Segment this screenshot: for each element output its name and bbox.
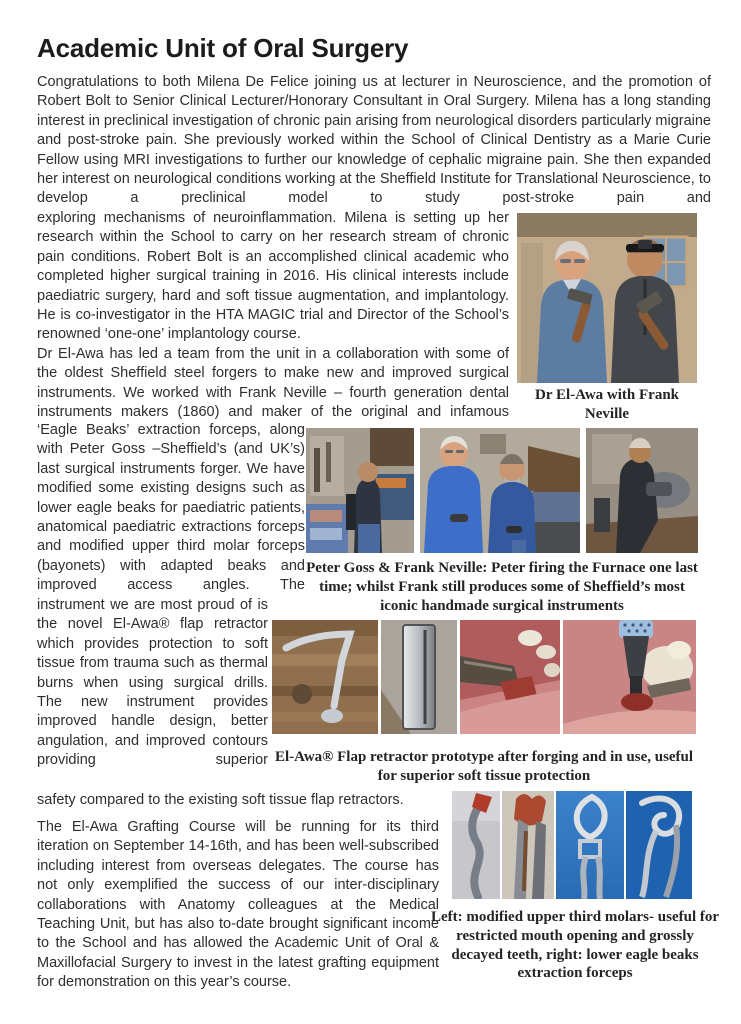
photo-strip-workshop xyxy=(306,428,698,553)
photo-retractor-in-mouth xyxy=(460,620,560,734)
course-paragraph: The El-Awa Grafting Course will be running for its third iteration on September 14-16th, and has been well-subscribed including interest from overseas delegates. The course has not only exemplified the success of our inter-disciplinary collaborations with Anatomy colleagues at the Medical Teaching Unit, but has also to-date brought significant income to the School and has allowed the Academic Unit of Oral & Maxillofacial Surgery to invest in the latest grafting equipment for demonstration on this year’s course. xyxy=(37,819,439,991)
caption-workshop: Peter Goss & Frank Neville: Peter firing the Furnace one last time; whilst Frank still produces some of Sheffield’s most iconic handmade surgical instruments xyxy=(306,560,698,614)
caption-portrait: Dr El-Awa with Frank Neville xyxy=(534,387,680,422)
photo-peter-firing-furnace xyxy=(306,428,414,553)
photo-forceps-gripping-tooth xyxy=(502,791,554,899)
page-title: Academic Unit of Oral Surgery xyxy=(37,33,409,63)
photo-molar-forceps-profile xyxy=(452,791,500,899)
photo-retractor-with-drill xyxy=(563,620,696,734)
collab-paragraph-part2: ‘Eagle Beaks’ extraction forceps, along with Peter Goss –Sheffield’s (and UK’s) last surgical instruments forger. We have modified some existing designs such as lower eagle beaks for paediatric patients, anatomical paediatric extractions forceps and modified upper third molar forceps (bayonets) with adapted beaks and improved access angles. The xyxy=(37,422,305,594)
intro-paragraph-part1: Congratulations to both Milena De Felice joining us at lecturer in Neuroscience, and the promotion of Robert Bolt to Senior Clinical Lecturer/Honorary Consultant in Oral Surgery. Milena has a long standing interest in preclinical investigation of chronic pain arising from neurological disorders particularly migraine and post-stroke pain. She previously worked within the School of Clinical Dentistry as a Marie Curie Fellow using MRI investigations to further our knowledge of cephalic migraine pain. She then expanded her interest on neurological conditions working at the Sheffield Institute for Translational Neuroscience, to develop a preclinical model to study post-stroke pain and xyxy=(37,74,711,207)
collab-paragraph-part3: instrument we are most proud of is the novel El-Awa® flap retractor which provides protection to soft tissue from trauma such as thermal burns when using surgical drills. The new instrument provides improved handle design, better angulation, and improved contours providing superior xyxy=(37,597,268,769)
collab-paragraph-part1: Dr El-Awa has led a team from the unit in a collaboration with some of the oldest Sheffield steel forgers to make new and improved surgical instruments. We worked with Frank Neville – fourth generation dental instruments makers (1860) and maker of the original and infamous xyxy=(37,346,509,421)
caption-forceps: Left: modified upper third molars- useful for restricted mouth opening and grossly decayed teeth, right: lower eagle beaks extraction forceps xyxy=(430,909,720,982)
intro-paragraph-part2: exploring mechanisms of neuroinflammation. Milena is setting up her research within the School to carry on her research stream of chronic pain conditions. Robert Bolt is an accomplished clinical academic who completed higher surgical training in 2016. His clinical interests include paediatric surgery, hard and soft tissue augmentation, and implantology. He is co-investigator in the HTA MAGIC trial and Director of the School’s renowned ‘one-one’ implantology course. xyxy=(37,210,509,343)
collab-paragraph-part4: safety compared to the existing soft tissue flap retractors. xyxy=(37,792,404,808)
photo-retractor-on-wood xyxy=(272,620,378,734)
portrait-illustration xyxy=(517,213,697,383)
photo-lower-eagle-beaks-forceps xyxy=(626,791,692,899)
photo-modified-upper-third-molar-forceps xyxy=(556,791,624,899)
photo-polished-blade xyxy=(381,620,457,734)
photo-el-awa-frank-neville xyxy=(517,213,697,383)
photo-strip-flap-retractor xyxy=(272,620,696,734)
photo-strip-forceps xyxy=(452,791,696,899)
photo-frank-grinding xyxy=(586,428,698,553)
photo-peter-and-frank-smiling xyxy=(420,428,580,553)
caption-flap-retractor: El-Awa® Flap retractor prototype after forging and in use, useful for superior soft tissue protection xyxy=(274,749,694,784)
